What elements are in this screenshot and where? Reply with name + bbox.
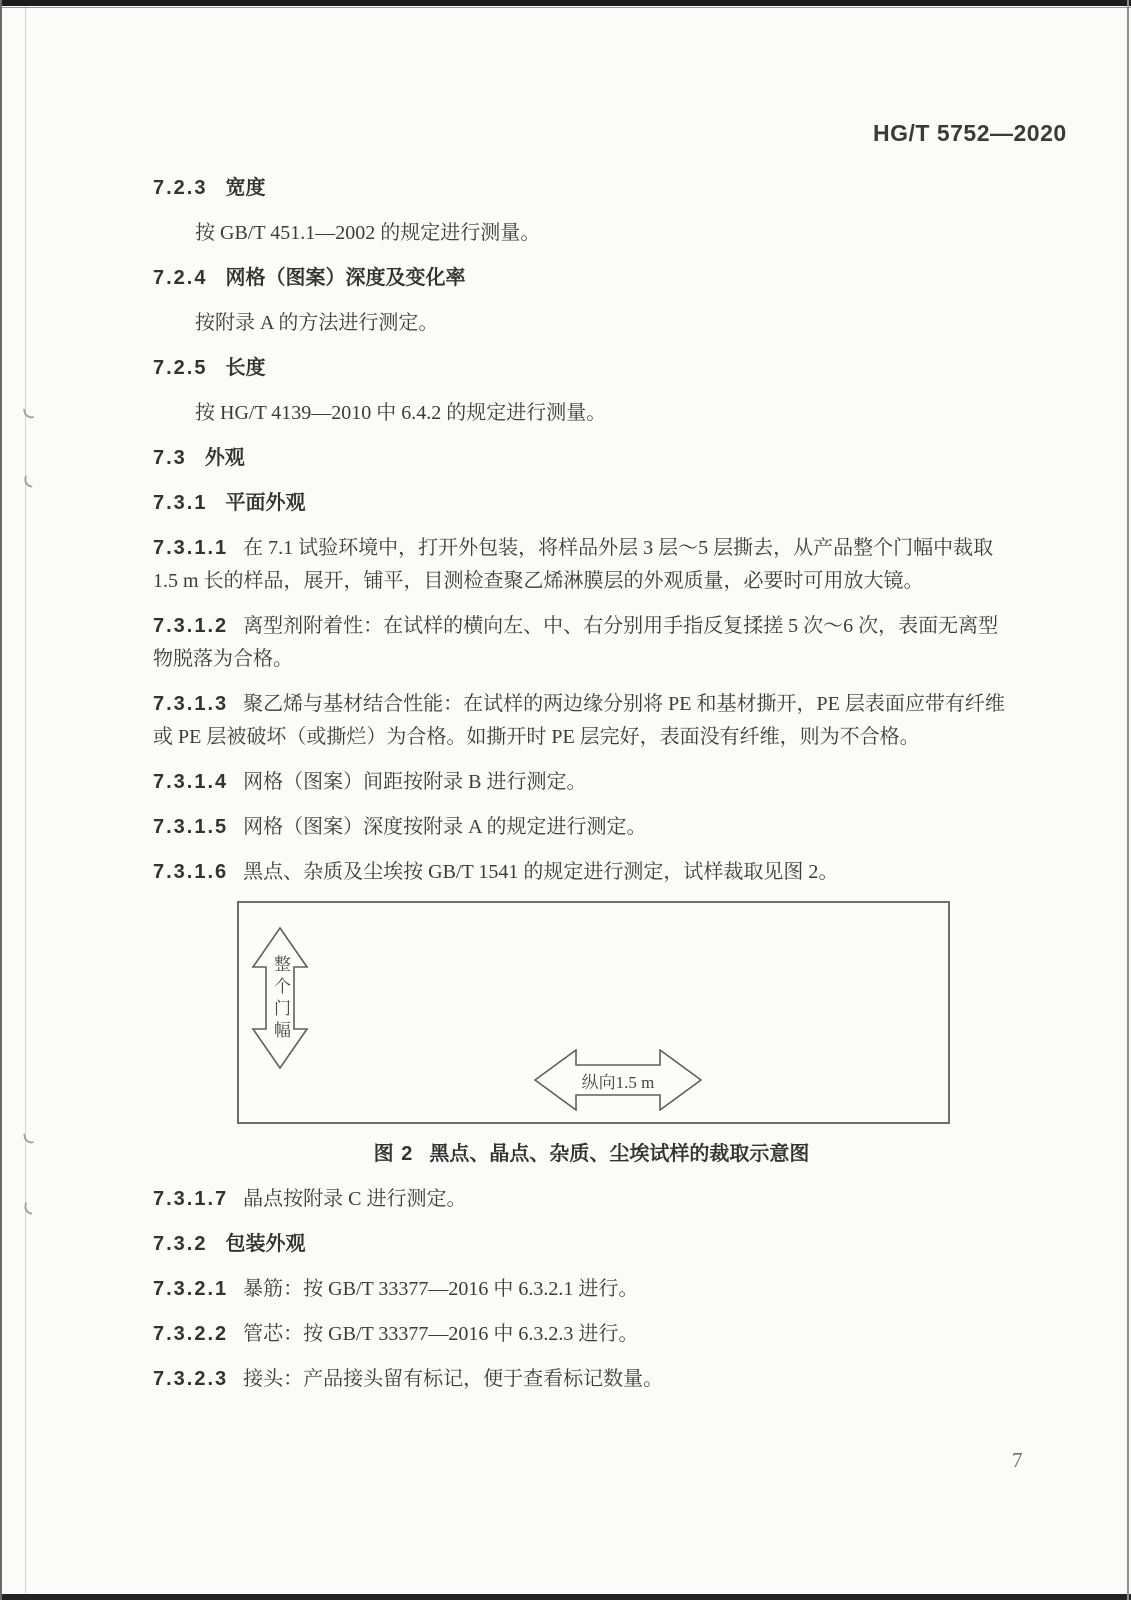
clause-text: 离型剂附着性：在试样的横向左、中、右分别用手指反复揉搓 5 次～6 次，表面无离型物脱落为合格。 (153, 615, 999, 670)
clause-number: 7.2.5 (153, 357, 208, 379)
clause-title: 网格（图案）深度及变化率 (225, 267, 466, 289)
clause-text: 晶点按附录 C 进行测定。 (243, 1188, 467, 1210)
heading-7-3 (153, 442, 1015, 475)
clause-number: 7.3.1.5 (153, 816, 229, 838)
document-body (153, 172, 1015, 1408)
clause-title: 外观 (204, 447, 245, 469)
clause-title: 长度 (225, 357, 266, 379)
scan-edge-left (0, 0, 2, 1600)
clause-7-3-2-2 (153, 1318, 1015, 1351)
standard-code-header: HG/T 5752—2020 (873, 120, 1067, 146)
para-7-2-5: 按 HG/T 4139—2010 中 6.4.2 的规定进行测量。 (195, 402, 607, 424)
para-7-2-3: 按 GB/T 451.1—2002 的规定进行测量。 (195, 222, 541, 244)
clause-7-3-1-7 (153, 1183, 1015, 1216)
figure-2-sample-cutting-diagram (237, 901, 950, 1124)
clause-7-3-1-4 (153, 766, 1015, 799)
clause-number: 7.3 (153, 447, 187, 469)
clause-title: 平面外观 (225, 492, 306, 514)
clause-text: 在 7.1 试验环境中，打开外包装，将样品外层 3 层～5 层撕去，从产品整个门幅中裁取 1.5 m 长的样品，展开，铺平，目测检查聚乙烯淋膜层的外观质量，必要时可用放大镜。 (153, 537, 994, 592)
clause-number: 7.3.1.7 (153, 1188, 229, 1210)
clause-text: 接头：产品接头留有标记，便于查看标记数量。 (243, 1368, 664, 1390)
clause-text: 网格（图案）深度按附录 A 的规定进行测定。 (243, 816, 647, 838)
page-number: 7 (1012, 1448, 1023, 1472)
scan-edge-right (1127, 0, 1129, 1600)
clause-number: 7.3.2.2 (153, 1323, 229, 1345)
clause-7-3-1-6 (153, 856, 1015, 889)
clause-number: 7.2.3 (153, 177, 208, 199)
clause-number: 7.3.2 (153, 1233, 208, 1255)
clause-number: 7.3.1.4 (153, 771, 229, 793)
clause-7-3-1-2 (153, 610, 1015, 676)
clause-7-3-1-5 (153, 811, 1015, 844)
clause-title: 宽度 (225, 177, 266, 199)
clause-text: 聚乙烯与基材结合性能：在试样的两边缘分别将 PE 和基材撕开，PE 层表面应带有纤维或 PE 层被破坏（或撕烂）为合格。如撕开时 PE 层完好，表面没有纤维，则为不合格。 (153, 693, 1005, 748)
scan-edge-top-line (0, 7, 1131, 8)
clause-number: 7.3.1 (153, 492, 208, 514)
figure-length-arrow-label: 纵向1.5 m (581, 1072, 655, 1092)
heading-7-2-3 (153, 172, 1015, 205)
clause-number: 7.3.1.6 (153, 861, 229, 883)
scan-edge-bottom (0, 1594, 1131, 1600)
clause-7-3-1-1 (153, 532, 1015, 598)
figure-width-arrow-label: 整个门幅 (271, 955, 290, 1043)
clause-number: 7.3.2.3 (153, 1368, 229, 1390)
figure-2-caption (237, 1138, 946, 1171)
figure-caption-text: 黑点、晶点、杂质、尘埃试样的裁取示意图 (429, 1143, 810, 1165)
clause-7-3-1-3 (153, 688, 1015, 754)
scan-edge-top (0, 0, 1131, 6)
clause-number: 7.2.4 (153, 267, 208, 289)
clause-text: 暴筋：按 GB/T 33377—2016 中 6.3.2.1 进行。 (243, 1278, 639, 1300)
heading-7-3-1 (153, 487, 1015, 520)
figure-number-label: 图 2 (373, 1143, 414, 1165)
heading-7-2-5 (153, 352, 1015, 385)
clause-7-3-2-1 (153, 1273, 1015, 1306)
clause-number: 7.3.1.3 (153, 693, 229, 715)
clause-number: 7.3.1.1 (153, 537, 229, 559)
clause-text: 黑点、杂质及尘埃按 GB/T 1541 的规定进行测定，试样裁取见图 2。 (243, 861, 839, 883)
heading-7-3-2 (153, 1228, 1015, 1261)
clause-number: 7.3.2.1 (153, 1278, 229, 1300)
clause-number: 7.3.1.2 (153, 615, 229, 637)
para-7-2-4: 按附录 A 的方法进行测定。 (195, 312, 439, 334)
clause-text: 管芯：按 GB/T 33377—2016 中 6.3.2.3 进行。 (243, 1323, 639, 1345)
scan-crease-line (25, 6, 26, 1594)
clause-title: 包装外观 (225, 1233, 306, 1255)
heading-7-2-4 (153, 262, 1015, 295)
clause-7-3-2-3 (153, 1363, 1015, 1396)
clause-text: 网格（图案）间距按附录 B 进行测定。 (243, 771, 587, 793)
